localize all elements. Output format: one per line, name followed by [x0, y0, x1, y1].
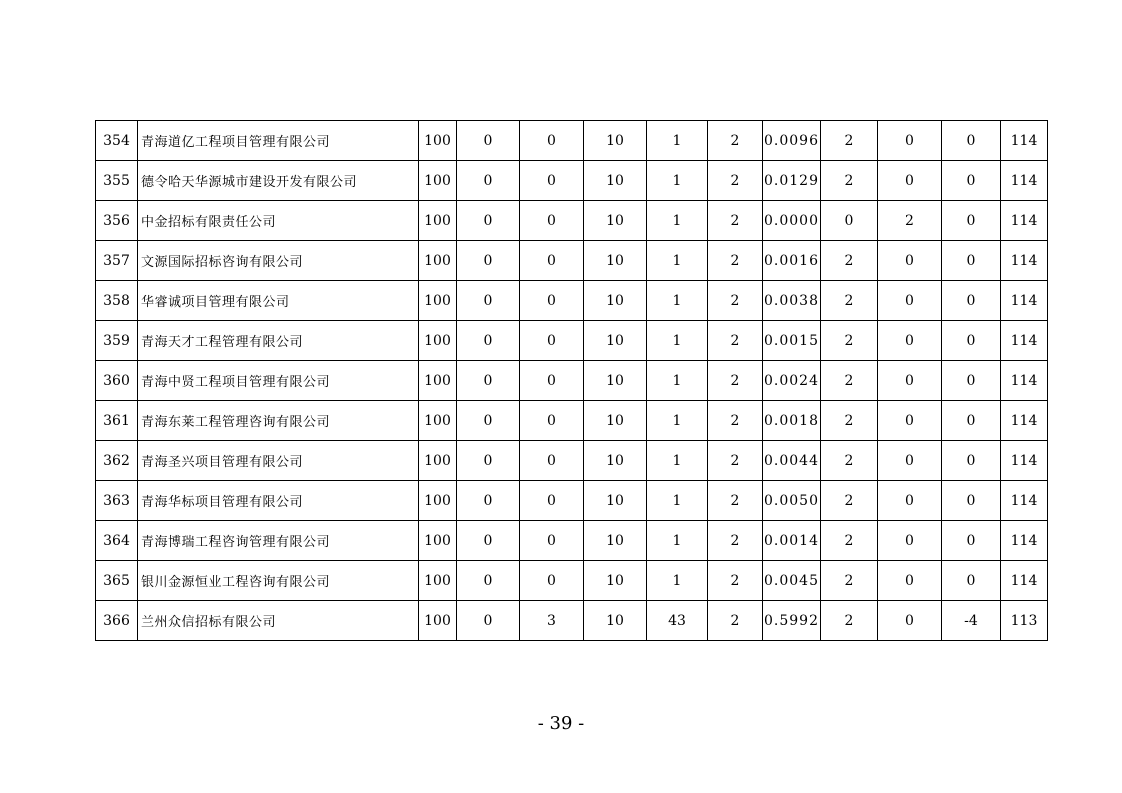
value-cell-6: 2 [708, 561, 763, 601]
value-cell-9: 0 [878, 281, 942, 321]
total-score-cell: 114 [1001, 561, 1048, 601]
value-cell-2: 0 [457, 601, 520, 641]
total-score-cell: 114 [1001, 121, 1048, 161]
value-cell-8: 2 [821, 321, 878, 361]
value-cell-5: 1 [647, 121, 708, 161]
company-name-cell: 华睿诚项目管理有限公司 [138, 281, 419, 321]
total-score-cell: 114 [1001, 161, 1048, 201]
value-cell-4: 10 [584, 521, 647, 561]
value-cell-9: 0 [878, 161, 942, 201]
value-cell-10: 0 [942, 241, 1001, 281]
table-row [96, 161, 1048, 201]
table-row [96, 441, 1048, 481]
company-name-cell: 中金招标有限责任公司 [138, 201, 419, 241]
value-cell-1: 100 [419, 321, 457, 361]
value-cell-2: 0 [457, 401, 520, 441]
value-cell-8: 2 [821, 281, 878, 321]
value-cell-2: 0 [457, 161, 520, 201]
total-score-cell: 114 [1001, 321, 1048, 361]
value-cell-3: 3 [520, 601, 584, 641]
table-row [96, 121, 1048, 161]
value-cell-2: 0 [457, 521, 520, 561]
value-cell-4: 10 [584, 121, 647, 161]
value-cell-8: 2 [821, 401, 878, 441]
company-name-cell: 文源国际招标咨询有限公司 [138, 241, 419, 281]
value-cell-4: 10 [584, 561, 647, 601]
total-score-cell: 114 [1001, 241, 1048, 281]
decimal-value-cell: 0.5992 [763, 601, 821, 641]
company-name-cell: 银川金源恒业工程咨询有限公司 [138, 561, 419, 601]
value-cell-4: 10 [584, 161, 647, 201]
value-cell-9: 0 [878, 361, 942, 401]
value-cell-3: 0 [520, 161, 584, 201]
value-cell-6: 2 [708, 481, 763, 521]
value-cell-10: 0 [942, 481, 1001, 521]
value-cell-2: 0 [457, 361, 520, 401]
value-cell-10: 0 [942, 161, 1001, 201]
value-cell-10: 0 [942, 201, 1001, 241]
value-cell-9: 0 [878, 561, 942, 601]
row-number-cell: 364 [96, 521, 138, 561]
value-cell-3: 0 [520, 241, 584, 281]
row-number-cell: 360 [96, 361, 138, 401]
value-cell-1: 100 [419, 281, 457, 321]
value-cell-5: 1 [647, 201, 708, 241]
value-cell-3: 0 [520, 321, 584, 361]
table-row [96, 361, 1048, 401]
value-cell-3: 0 [520, 361, 584, 401]
table-row [96, 561, 1048, 601]
row-number-cell: 362 [96, 441, 138, 481]
value-cell-4: 10 [584, 241, 647, 281]
value-cell-2: 0 [457, 441, 520, 481]
row-number-cell: 358 [96, 281, 138, 321]
decimal-value-cell: 0.0000 [763, 201, 821, 241]
row-number-cell: 361 [96, 401, 138, 441]
value-cell-1: 100 [419, 441, 457, 481]
value-cell-2: 0 [457, 241, 520, 281]
value-cell-4: 10 [584, 601, 647, 641]
value-cell-9: 0 [878, 401, 942, 441]
value-cell-3: 0 [520, 441, 584, 481]
decimal-value-cell: 0.0038 [763, 281, 821, 321]
company-name-cell: 青海华标项目管理有限公司 [138, 481, 419, 521]
decimal-value-cell: 0.0096 [763, 121, 821, 161]
decimal-value-cell: 0.0018 [763, 401, 821, 441]
company-name-cell: 青海东莱工程管理咨询有限公司 [138, 401, 419, 441]
company-name-cell: 青海圣兴项目管理有限公司 [138, 441, 419, 481]
company-name-cell: 青海道亿工程项目管理有限公司 [138, 121, 419, 161]
row-number-cell: 355 [96, 161, 138, 201]
value-cell-6: 2 [708, 121, 763, 161]
value-cell-4: 10 [584, 281, 647, 321]
total-score-cell: 114 [1001, 361, 1048, 401]
table-row [96, 321, 1048, 361]
decimal-value-cell: 0.0045 [763, 561, 821, 601]
value-cell-6: 2 [708, 241, 763, 281]
value-cell-6: 2 [708, 601, 763, 641]
value-cell-1: 100 [419, 401, 457, 441]
value-cell-5: 1 [647, 361, 708, 401]
value-cell-4: 10 [584, 441, 647, 481]
value-cell-10: 0 [942, 401, 1001, 441]
value-cell-10: 0 [942, 521, 1001, 561]
score-table-container [95, 120, 1047, 641]
row-number-cell: 357 [96, 241, 138, 281]
value-cell-2: 0 [457, 321, 520, 361]
row-number-cell: 366 [96, 601, 138, 641]
value-cell-8: 0 [821, 201, 878, 241]
value-cell-8: 2 [821, 121, 878, 161]
total-score-cell: 113 [1001, 601, 1048, 641]
value-cell-1: 100 [419, 361, 457, 401]
table-row [96, 201, 1048, 241]
value-cell-9: 0 [878, 241, 942, 281]
value-cell-2: 0 [457, 121, 520, 161]
value-cell-6: 2 [708, 201, 763, 241]
row-number-cell: 365 [96, 561, 138, 601]
value-cell-9: 0 [878, 321, 942, 361]
company-name-cell: 德令哈天华源城市建设开发有限公司 [138, 161, 419, 201]
value-cell-6: 2 [708, 161, 763, 201]
value-cell-3: 0 [520, 121, 584, 161]
total-score-cell: 114 [1001, 481, 1048, 521]
row-number-cell: 354 [96, 121, 138, 161]
value-cell-10: 0 [942, 361, 1001, 401]
value-cell-5: 1 [647, 161, 708, 201]
value-cell-2: 0 [457, 481, 520, 521]
total-score-cell: 114 [1001, 441, 1048, 481]
score-table [95, 120, 1048, 641]
value-cell-6: 2 [708, 521, 763, 561]
value-cell-5: 1 [647, 521, 708, 561]
value-cell-1: 100 [419, 121, 457, 161]
row-number-cell: 363 [96, 481, 138, 521]
row-number-cell: 356 [96, 201, 138, 241]
value-cell-5: 1 [647, 281, 708, 321]
table-row [96, 281, 1048, 321]
value-cell-8: 2 [821, 361, 878, 401]
company-name-cell: 兰州众信招标有限公司 [138, 601, 419, 641]
value-cell-6: 2 [708, 441, 763, 481]
decimal-value-cell: 0.0015 [763, 321, 821, 361]
page-number: - 39 - [537, 713, 585, 734]
value-cell-8: 2 [821, 241, 878, 281]
table-row [96, 481, 1048, 521]
value-cell-5: 1 [647, 321, 708, 361]
value-cell-10: 0 [942, 281, 1001, 321]
table-row [96, 521, 1048, 561]
value-cell-1: 100 [419, 561, 457, 601]
value-cell-1: 100 [419, 601, 457, 641]
value-cell-1: 100 [419, 161, 457, 201]
value-cell-8: 2 [821, 481, 878, 521]
value-cell-1: 100 [419, 241, 457, 281]
value-cell-9: 0 [878, 601, 942, 641]
value-cell-5: 43 [647, 601, 708, 641]
value-cell-4: 10 [584, 481, 647, 521]
value-cell-2: 0 [457, 561, 520, 601]
decimal-value-cell: 0.0016 [763, 241, 821, 281]
value-cell-6: 2 [708, 281, 763, 321]
company-name-cell: 青海中贤工程项目管理有限公司 [138, 361, 419, 401]
value-cell-2: 0 [457, 281, 520, 321]
table-row [96, 601, 1048, 641]
value-cell-3: 0 [520, 201, 584, 241]
value-cell-5: 1 [647, 481, 708, 521]
value-cell-5: 1 [647, 561, 708, 601]
table-body [96, 121, 1048, 641]
company-name-cell: 青海天才工程管理有限公司 [138, 321, 419, 361]
value-cell-4: 10 [584, 361, 647, 401]
value-cell-2: 0 [457, 201, 520, 241]
value-cell-6: 2 [708, 321, 763, 361]
row-number-cell: 359 [96, 321, 138, 361]
value-cell-8: 2 [821, 161, 878, 201]
value-cell-6: 2 [708, 401, 763, 441]
total-score-cell: 114 [1001, 201, 1048, 241]
company-name-cell: 青海博瑞工程咨询管理有限公司 [138, 521, 419, 561]
total-score-cell: 114 [1001, 401, 1048, 441]
total-score-cell: 114 [1001, 521, 1048, 561]
value-cell-3: 0 [520, 281, 584, 321]
value-cell-4: 10 [584, 201, 647, 241]
table-row [96, 401, 1048, 441]
value-cell-3: 0 [520, 561, 584, 601]
decimal-value-cell: 0.0024 [763, 361, 821, 401]
value-cell-9: 2 [878, 201, 942, 241]
decimal-value-cell: 0.0129 [763, 161, 821, 201]
value-cell-8: 2 [821, 441, 878, 481]
value-cell-6: 2 [708, 361, 763, 401]
value-cell-5: 1 [647, 241, 708, 281]
value-cell-5: 1 [647, 401, 708, 441]
value-cell-3: 0 [520, 401, 584, 441]
decimal-value-cell: 0.0050 [763, 481, 821, 521]
value-cell-9: 0 [878, 481, 942, 521]
value-cell-1: 100 [419, 481, 457, 521]
value-cell-10: -4 [942, 601, 1001, 641]
decimal-value-cell: 0.0044 [763, 441, 821, 481]
value-cell-10: 0 [942, 321, 1001, 361]
value-cell-4: 10 [584, 401, 647, 441]
value-cell-4: 10 [584, 321, 647, 361]
value-cell-8: 2 [821, 521, 878, 561]
value-cell-9: 0 [878, 441, 942, 481]
total-score-cell: 114 [1001, 281, 1048, 321]
value-cell-5: 1 [647, 441, 708, 481]
value-cell-9: 0 [878, 121, 942, 161]
value-cell-10: 0 [942, 561, 1001, 601]
decimal-value-cell: 0.0014 [763, 521, 821, 561]
value-cell-10: 0 [942, 121, 1001, 161]
value-cell-9: 0 [878, 521, 942, 561]
value-cell-3: 0 [520, 521, 584, 561]
value-cell-1: 100 [419, 201, 457, 241]
value-cell-8: 2 [821, 601, 878, 641]
table-row [96, 241, 1048, 281]
value-cell-10: 0 [942, 441, 1001, 481]
value-cell-3: 0 [520, 481, 584, 521]
value-cell-8: 2 [821, 561, 878, 601]
value-cell-1: 100 [419, 521, 457, 561]
